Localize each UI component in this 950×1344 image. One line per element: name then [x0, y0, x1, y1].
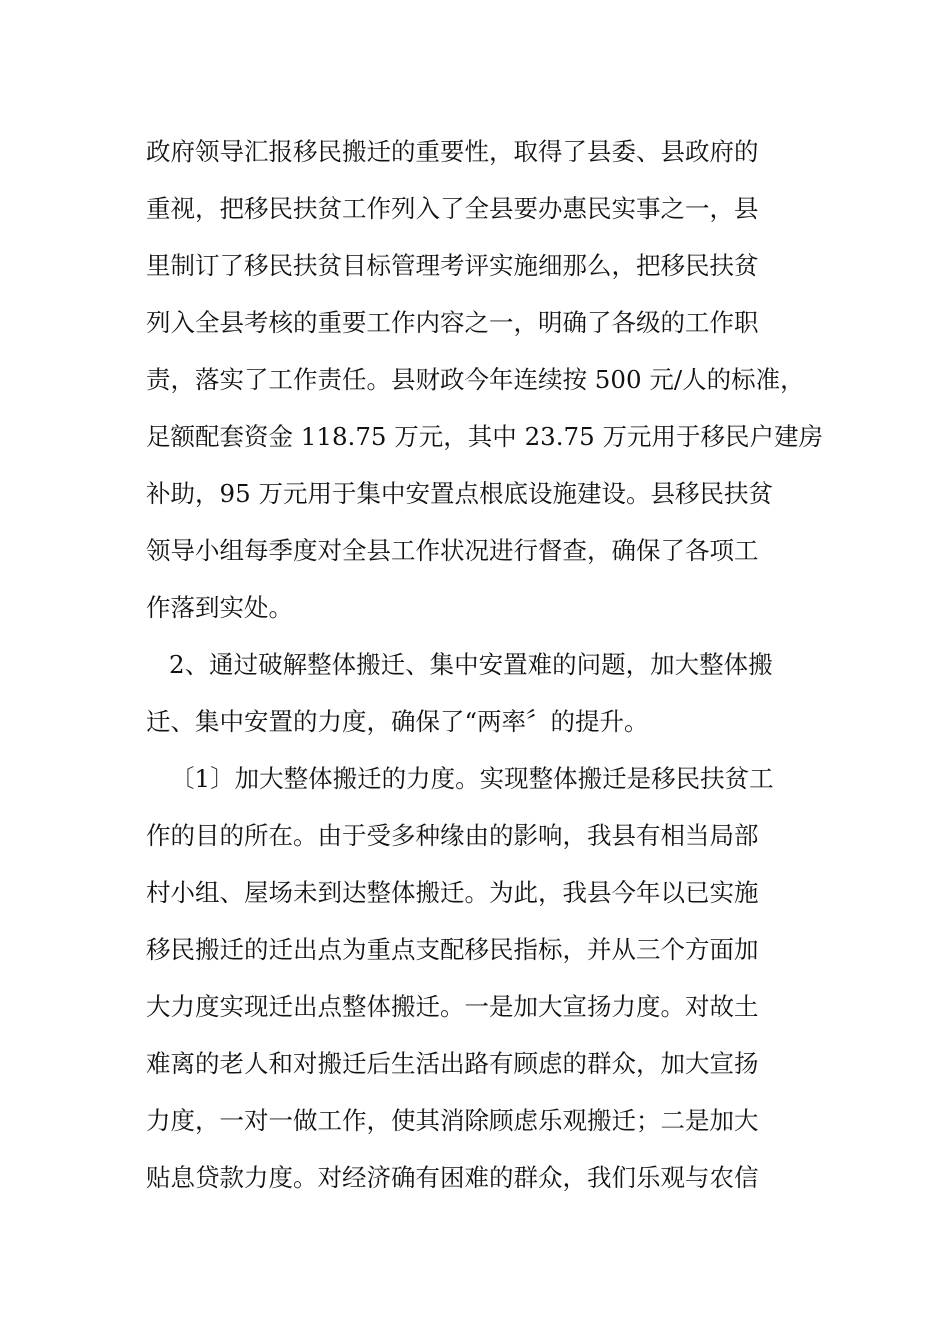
- paragraph-1-line-6: 足额配套资金 118.75 万元，其中 23.75 万元用于移民户建房: [146, 422, 824, 451]
- paragraph-3-line-1: 〔1〕加大整体搬迁的力度。实现整体搬迁是移民扶贫工: [170, 764, 774, 793]
- paragraph-1-line-7: 补助，95 万元用于集中安置点根底设施建设。县移民扶贫: [146, 479, 773, 508]
- paragraph-3-line-5: 大力度实现迁出点整体搬迁。一是加大宣扬力度。对故土: [146, 992, 759, 1021]
- paragraph-1-line-3: 里制订了移民扶贫目标管理考评实施细那么，把移民扶贫: [146, 251, 759, 280]
- paragraph-3-line-3: 村小组、屋场未到达整体搬迁。为此，我县今年以已实施: [146, 878, 759, 907]
- paragraph-2-line-2: 迁、集中安置的力度，确保了“两率〞的提升。: [146, 707, 649, 736]
- paragraph-1-line-4: 列入全县考核的重要工作内容之一，明确了各级的工作职: [146, 308, 759, 337]
- paragraph-2-line-1: 2、通过破解整体搬迁、集中安置难的问题，加大整体搬: [169, 650, 773, 679]
- paragraph-1-line-5: 责，落实了工作责任。县财政今年连续按 500 元/人的标准，: [146, 365, 805, 394]
- paragraph-1-line-1: 政府领导汇报移民搬迁的重要性，取得了县委、县政府的: [146, 137, 759, 166]
- paragraph-1-line-2: 重视，把移民扶贫工作列入了全县要办惠民实事之一，县: [146, 194, 759, 223]
- paragraph-3-line-6: 难离的老人和对搬迁后生活出路有顾虑的群众，加大宣扬: [146, 1049, 759, 1078]
- paragraph-3-line-4: 移民搬迁的迁出点为重点支配移民指标，并从三个方面加: [146, 935, 759, 964]
- paragraph-1-line-8: 领导小组每季度对全县工作状况进行督查，确保了各项工: [146, 536, 759, 565]
- paragraph-1-line-9: 作落到实处。: [146, 593, 293, 622]
- paragraph-3-line-8: 贴息贷款力度。对经济确有困难的群众，我们乐观与农信: [146, 1163, 759, 1192]
- paragraph-3-line-7: 力度，一对一做工作，使其消除顾虑乐观搬迁；二是加大: [146, 1106, 759, 1135]
- paragraph-3-line-2: 作的目的所在。由于受多种缘由的影响，我县有相当局部: [146, 821, 759, 850]
